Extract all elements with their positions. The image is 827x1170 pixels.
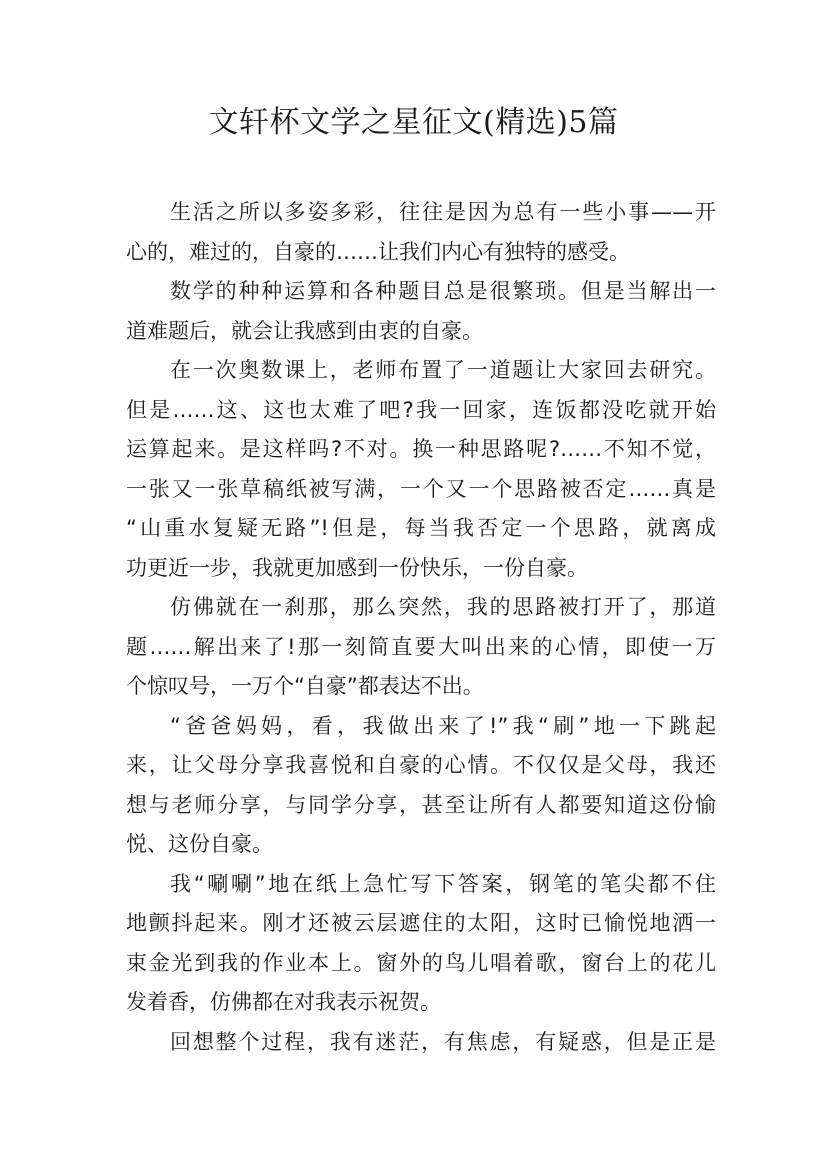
text-line: 我“唰唰”地在纸上急忙写下答案，钢笔的笔尖都不住 <box>170 871 716 896</box>
text-line: 仿佛就在一刹那，那么突然，我的思路被打开了，那道 <box>170 595 716 619</box>
text-line: 发着香，仿佛都在对我表示祝贺。 <box>126 990 441 1014</box>
paragraph-1 <box>126 193 716 272</box>
paragraph-7 <box>126 1023 716 1063</box>
text-line: 来，让父母分享我喜悦和自豪的心情。不仅仅是父母，我还 <box>126 753 716 777</box>
text-line: 一张又一张草稿纸被写满，一个又一个思路被否定……真是 <box>126 476 716 501</box>
text-line: 在一次奥数课上，老师布置了一道题让大家回去研究。 <box>170 358 716 382</box>
document-title: 文轩杯文学之星征文(精选)5篇 <box>208 105 619 140</box>
text-line: 功更近一步，我就更加感到一份快乐，一份自豪。 <box>126 555 588 580</box>
text-line: 想与老师分享，与同学分享，甚至让所有人都要知道这份愉 <box>126 792 716 817</box>
text-line: 题……解出来了!那一刻简直要大叫出来的心情，即使一万 <box>126 634 716 659</box>
text-line: “山重水复疑无路”!但是，每当我否定一个思路，就离成 <box>126 516 716 540</box>
text-line: 数学的种种运算和各种题目总是很繁琐。但是当解出一 <box>170 279 716 303</box>
text-line: 运算起来。是这样吗?不对。换一种思路呢?……不知不觉， <box>126 437 716 461</box>
text-line: 悦、这份自豪。 <box>126 832 273 856</box>
document-body <box>126 193 716 1062</box>
paragraph-5 <box>126 707 716 865</box>
text-line: 道难题后，就会让我感到由衷的自豪。 <box>126 318 483 343</box>
text-line: 但是……这、这也太难了吧?我一回家，连饭都没吃就开始 <box>126 397 716 422</box>
paragraph-2 <box>126 272 716 351</box>
text-line: 心的，难过的，自豪的……让我们内心有独特的感受。 <box>126 239 630 264</box>
text-line: “爸爸妈妈，看，我做出来了!”我“刷”地一下跳起 <box>170 713 716 738</box>
paragraph-3 <box>126 351 716 588</box>
text-line: 生活之所以多姿多彩，往往是因为总有一些小事——开 <box>170 200 716 224</box>
paragraph-6 <box>126 865 716 1023</box>
paragraph-4 <box>126 588 716 707</box>
text-line: 回想整个过程，我有迷茫，有焦虑，有疑惑，但是正是 <box>170 1029 716 1054</box>
text-line: 个惊叹号，一万个“自豪”都表达不出。 <box>126 674 484 698</box>
text-line: 束金光到我的作业本上。窗外的鸟儿唱着歌，窗台上的花儿 <box>126 950 716 975</box>
text-line: 地颤抖起来。刚才还被云层遮住的太阳，这时已愉悦地洒一 <box>126 911 716 935</box>
